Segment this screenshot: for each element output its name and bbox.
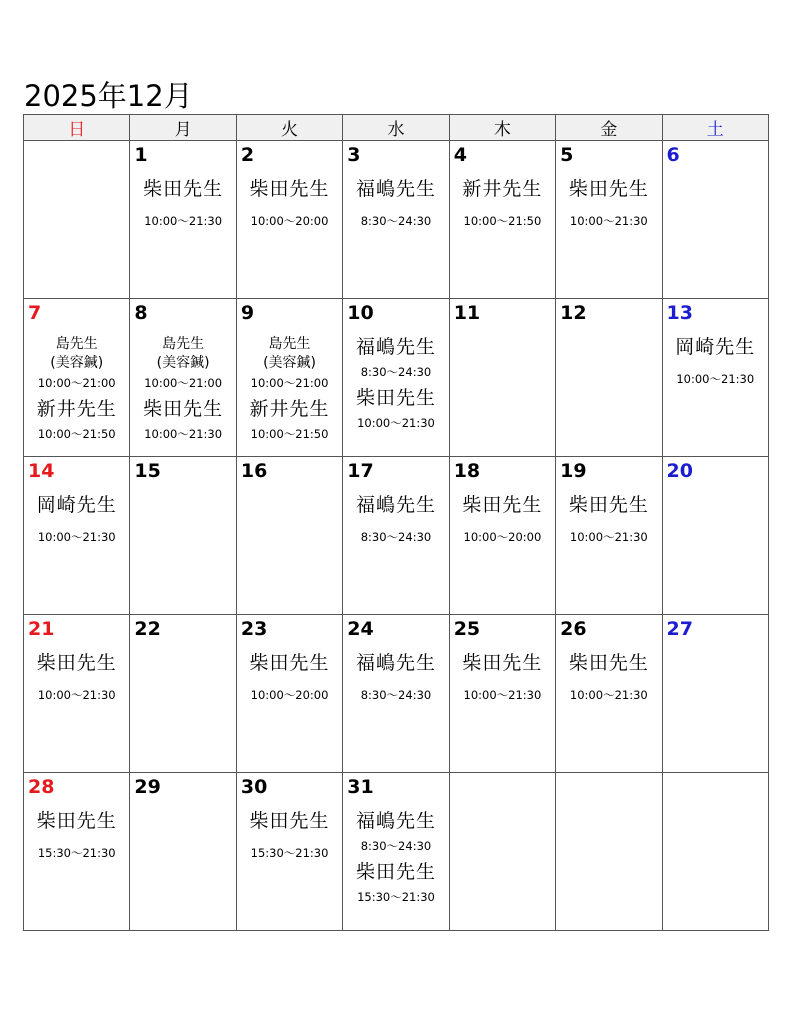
shift-list	[343, 493, 448, 544]
shift-list	[343, 809, 448, 904]
day-cell-content	[130, 615, 235, 772]
shift-time: 10:00〜21:50	[250, 427, 329, 441]
doctor-name: 柴田先生	[568, 652, 649, 674]
day-number: 21	[28, 618, 55, 640]
doctor-name: 島先生	[268, 336, 311, 352]
weekday-sun: 日	[24, 115, 130, 141]
day-cell	[449, 141, 555, 299]
day-cell-content	[663, 615, 768, 772]
doctor-name: 柴田先生	[355, 861, 436, 883]
day-cell-content	[343, 141, 448, 298]
day-number: 6	[666, 144, 680, 166]
day-number: 29	[134, 776, 161, 798]
shift-list	[130, 335, 235, 441]
day-cell	[130, 141, 236, 299]
doctor-name: 柴田先生	[568, 178, 649, 200]
day-cell	[236, 457, 342, 615]
day-cell-content	[556, 773, 661, 930]
day-number: 17	[347, 460, 374, 482]
day-number: 12	[560, 302, 587, 324]
day-cell-content	[237, 299, 342, 456]
doctor-name: 柴田先生	[568, 494, 649, 516]
doctor-name: 柴田先生	[249, 652, 330, 674]
week-row	[24, 773, 769, 931]
day-cell-content	[663, 457, 768, 614]
day-cell	[556, 299, 662, 457]
shift-time: 10:00〜21:30	[676, 372, 755, 386]
day-number: 23	[240, 618, 268, 640]
doctor-name: 島先生	[55, 336, 98, 352]
day-cell-content	[663, 773, 768, 930]
doctor-name: 福嶋先生	[355, 810, 436, 832]
doctor-name: 柴田先生	[249, 810, 330, 832]
day-cell	[24, 773, 130, 931]
weekday-wed: 水	[343, 115, 449, 141]
day-cell	[556, 615, 662, 773]
doctor-name: 福嶋先生	[355, 178, 436, 200]
shift-time: 10:00〜21:30	[144, 427, 223, 441]
shift-time: 8:30〜24:30	[360, 839, 432, 853]
day-cell-content	[237, 141, 342, 298]
day-cell	[556, 457, 662, 615]
shift-list	[24, 335, 129, 441]
day-number: 16	[240, 460, 268, 482]
day-number: 5	[560, 144, 574, 166]
day-number: 15	[134, 460, 161, 482]
treatment-type: (美容鍼)	[263, 355, 317, 371]
day-cell	[24, 457, 130, 615]
doctor-name: 新井先生	[36, 398, 117, 420]
day-cell-content	[130, 457, 235, 614]
day-cell	[662, 141, 768, 299]
shift-time: 10:00〜21:50	[37, 427, 116, 441]
day-number: 31	[347, 776, 374, 798]
day-cell-content	[343, 615, 448, 772]
day-number: 20	[666, 460, 693, 482]
day-cell-content	[450, 299, 555, 456]
day-number: 19	[560, 460, 587, 482]
day-cell	[343, 299, 449, 457]
day-cell-content	[663, 299, 768, 456]
shift-time: 10:00〜20:00	[250, 214, 329, 228]
day-number: 26	[560, 618, 587, 640]
day-cell	[662, 773, 768, 931]
shift-time: 15:30〜21:30	[357, 890, 435, 904]
shift-time: 10:00〜21:50	[463, 214, 542, 228]
day-cell	[343, 457, 449, 615]
calendar-body	[24, 141, 769, 931]
shift-time: 10:00〜21:30	[357, 416, 435, 430]
shift-time: 8:30〜24:30	[360, 530, 432, 544]
shift-list	[450, 651, 555, 702]
day-number: 7	[28, 302, 42, 324]
doctor-name: 福嶋先生	[355, 336, 436, 358]
day-cell	[130, 299, 236, 457]
day-cell	[662, 299, 768, 457]
day-number: 10	[347, 302, 374, 324]
shift-list	[663, 335, 768, 386]
shift-time: 8:30〜24:30	[360, 365, 432, 379]
doctor-name: 福嶋先生	[355, 652, 436, 674]
day-cell	[24, 615, 130, 773]
weekday-sat: 土	[662, 115, 768, 141]
day-number: 4	[453, 144, 467, 166]
day-number: 2	[240, 144, 255, 166]
day-cell	[662, 457, 768, 615]
day-cell-content	[237, 457, 342, 614]
day-cell-content	[450, 457, 555, 614]
weekday-thu: 木	[449, 115, 555, 141]
day-cell	[236, 141, 342, 299]
day-cell-content	[237, 615, 342, 772]
shift-time: 10:00〜21:00	[250, 376, 329, 390]
day-number: 14	[28, 460, 55, 482]
shift-time: 10:00〜21:30	[463, 688, 542, 702]
day-number: 25	[453, 618, 481, 640]
day-cell	[343, 773, 449, 931]
doctor-name: 柴田先生	[462, 494, 543, 516]
calendar-grid	[23, 114, 769, 931]
day-cell	[130, 773, 236, 931]
shift-list	[237, 335, 342, 441]
shift-list	[237, 651, 342, 702]
doctor-name: 新井先生	[249, 398, 330, 420]
doctor-name: 柴田先生	[36, 810, 117, 832]
day-number: 13	[666, 302, 693, 324]
week-row	[24, 299, 769, 457]
shift-time: 8:30〜24:30	[360, 214, 432, 228]
day-cell-content	[24, 615, 129, 772]
day-cell	[449, 615, 555, 773]
treatment-type: (美容鍼)	[156, 355, 210, 371]
shift-time: 10:00〜21:30	[569, 214, 648, 228]
day-cell-content	[450, 615, 555, 772]
shift-time: 10:00〜21:30	[37, 688, 116, 702]
doctor-name: 柴田先生	[143, 398, 224, 420]
shift-time: 10:00〜21:00	[144, 376, 223, 390]
weekday-mon: 月	[130, 115, 236, 141]
day-cell-content	[24, 141, 129, 298]
day-cell	[556, 773, 662, 931]
day-cell	[130, 457, 236, 615]
day-cell	[130, 615, 236, 773]
day-number: 8	[134, 302, 148, 324]
day-cell	[449, 457, 555, 615]
day-cell	[343, 141, 449, 299]
shift-time: 8:30〜24:30	[360, 688, 432, 702]
day-cell	[24, 299, 130, 457]
shift-list	[343, 177, 448, 228]
shift-list	[556, 651, 661, 702]
day-cell-content	[556, 615, 661, 772]
day-cell-content	[450, 141, 555, 298]
shift-list	[24, 493, 129, 544]
shift-list	[24, 651, 129, 702]
doctor-name: 岡崎先生	[36, 494, 117, 516]
day-cell-content	[130, 773, 235, 930]
day-cell-content	[556, 141, 661, 298]
day-cell	[24, 141, 130, 299]
day-cell-content	[556, 457, 661, 614]
shift-list	[556, 493, 661, 544]
doctor-name: 島先生	[162, 336, 205, 352]
day-cell-content	[24, 457, 129, 614]
day-cell-content	[556, 299, 661, 456]
day-number: 22	[134, 618, 161, 640]
shift-time: 10:00〜21:30	[569, 530, 648, 544]
day-cell-content	[343, 299, 448, 456]
shift-time: 10:00〜21:30	[37, 530, 116, 544]
day-cell-content	[663, 141, 768, 298]
day-number: 27	[666, 618, 693, 640]
day-cell-content	[130, 141, 235, 298]
doctor-name: 柴田先生	[143, 178, 224, 200]
day-cell-content	[343, 457, 448, 614]
day-cell-content	[237, 773, 342, 930]
weekday-header-row	[24, 115, 769, 141]
day-cell	[236, 615, 342, 773]
day-number: 28	[28, 776, 55, 798]
shift-time: 10:00〜21:00	[37, 376, 116, 390]
day-number: 11	[453, 302, 481, 324]
shift-time: 10:00〜20:00	[250, 688, 329, 702]
shift-time: 10:00〜20:00	[463, 530, 542, 544]
shift-list	[237, 177, 342, 228]
treatment-type: (美容鍼)	[50, 355, 104, 371]
day-number: 24	[347, 618, 374, 640]
day-number: 30	[240, 776, 268, 798]
day-cell-content	[450, 773, 555, 930]
shift-list	[343, 335, 448, 430]
shift-time: 15:30〜21:30	[37, 846, 116, 860]
day-cell	[343, 615, 449, 773]
shift-list	[24, 809, 129, 860]
day-cell	[556, 141, 662, 299]
day-number: 18	[453, 460, 481, 482]
day-cell-content	[343, 773, 448, 930]
shift-list	[237, 809, 342, 860]
day-cell-content	[130, 299, 235, 456]
calendar-title: 2025年12月	[24, 79, 193, 113]
shift-time: 10:00〜21:30	[569, 688, 648, 702]
day-cell	[449, 299, 555, 457]
doctor-name: 岡崎先生	[675, 336, 756, 358]
weekday-tue: 火	[236, 115, 342, 141]
shift-list	[556, 177, 661, 228]
week-row	[24, 615, 769, 773]
shift-list	[450, 493, 555, 544]
day-cell-content	[24, 299, 129, 456]
shift-time: 15:30〜21:30	[250, 846, 329, 860]
shift-list	[130, 177, 235, 228]
doctor-name: 柴田先生	[462, 652, 543, 674]
day-number: 1	[134, 144, 148, 166]
day-cell	[662, 615, 768, 773]
day-cell	[449, 773, 555, 931]
day-cell-content	[24, 773, 129, 930]
day-cell	[236, 773, 342, 931]
shift-list	[450, 177, 555, 228]
day-number: 3	[347, 144, 361, 166]
day-number: 9	[240, 302, 255, 324]
shift-list	[343, 651, 448, 702]
doctor-name: 新井先生	[462, 178, 543, 200]
week-row	[24, 141, 769, 299]
doctor-name: 福嶋先生	[355, 494, 436, 516]
doctor-name: 柴田先生	[355, 387, 436, 409]
doctor-name: 柴田先生	[249, 178, 330, 200]
weekday-fri: 金	[556, 115, 662, 141]
day-cell	[236, 299, 342, 457]
doctor-name: 柴田先生	[36, 652, 117, 674]
shift-time: 10:00〜21:30	[144, 214, 223, 228]
week-row	[24, 457, 769, 615]
